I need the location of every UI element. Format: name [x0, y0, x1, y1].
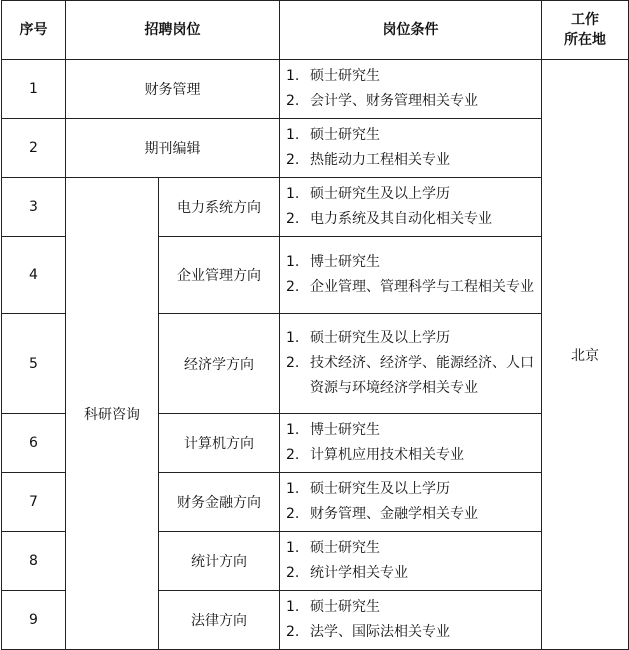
requirement-item: 1. 硕士研究生 — [286, 127, 380, 143]
header-location — [542, 1, 629, 60]
position-name: 电力系统方向 — [159, 178, 280, 237]
table-row — [2, 60, 629, 119]
requirement-item: 1. 硕士研究生及以上学历 — [286, 481, 450, 497]
header-conditions: 岗位条件 — [280, 1, 542, 60]
requirement-item: 1. 硕士研究生 — [286, 68, 380, 84]
requirements — [280, 591, 542, 650]
position-name: 计算机方向 — [159, 414, 280, 473]
table-row — [2, 119, 629, 178]
position-name: 统计方向 — [159, 532, 280, 591]
header-location-line1: 工作 — [571, 12, 599, 28]
requirements — [280, 414, 542, 473]
requirement-item: 2. 热能动力工程相关专业 — [286, 152, 450, 168]
requirements — [280, 60, 542, 119]
requirements — [280, 178, 542, 237]
header-position: 招聘岗位 — [66, 1, 280, 60]
requirement-item: 2. 计算机应用技术相关专业 — [286, 447, 464, 463]
table-row — [2, 178, 629, 237]
row-number: 3 — [2, 178, 66, 237]
work-location: 北京 — [542, 60, 629, 650]
position-name: 法律方向 — [159, 591, 280, 650]
requirement-item: 1. 硕士研究生及以上学历 — [286, 186, 450, 202]
row-number: 7 — [2, 473, 66, 532]
requirement-item: 2. 统计学相关专业 — [286, 565, 408, 581]
requirement-item: 2. 会计学、财务管理相关专业 — [286, 93, 478, 109]
position-name: 经济学方向 — [159, 314, 280, 414]
requirements — [280, 314, 542, 414]
row-number: 2 — [2, 119, 66, 178]
position-name: 财务金融方向 — [159, 473, 280, 532]
row-number: 6 — [2, 414, 66, 473]
row-number: 9 — [2, 591, 66, 650]
requirements — [280, 119, 542, 178]
row-number: 8 — [2, 532, 66, 591]
row-number: 1 — [2, 60, 66, 119]
position-group: 科研咨询 — [66, 178, 159, 650]
requirement-item: 2. 财务管理、金融学相关专业 — [286, 506, 478, 522]
header-no: 序号 — [2, 1, 66, 60]
requirement-item: 1. 博士研究生 — [286, 254, 380, 270]
row-number: 5 — [2, 314, 66, 414]
requirement-item: 1. 硕士研究生 — [286, 599, 380, 615]
position-name: 企业管理方向 — [159, 237, 280, 314]
requirement-item: 2. 电力系统及其自动化相关专业 — [286, 211, 492, 227]
requirement-item: 2. 法学、国际法相关专业 — [286, 624, 450, 640]
requirement-item: 1. 博士研究生 — [286, 422, 380, 438]
header-location-line2: 所在地 — [564, 32, 606, 48]
requirements — [280, 237, 542, 314]
row-number: 4 — [2, 237, 66, 314]
requirement-item: 2. 企业管理、管理科学与工程相关专业 — [286, 279, 534, 295]
requirement-item: 1. 硕士研究生及以上学历 — [286, 330, 450, 346]
requirements — [280, 532, 542, 591]
requirements — [280, 473, 542, 532]
position-name: 期刊编辑 — [66, 119, 280, 178]
header-row — [2, 1, 629, 60]
position-name: 财务管理 — [66, 60, 280, 119]
recruitment-table — [1, 0, 629, 650]
requirement-item: 2. 技术经济、经济学、能源经济、人口资源与环境经济学相关专业 — [286, 355, 534, 396]
requirement-item: 1. 硕士研究生 — [286, 540, 380, 556]
